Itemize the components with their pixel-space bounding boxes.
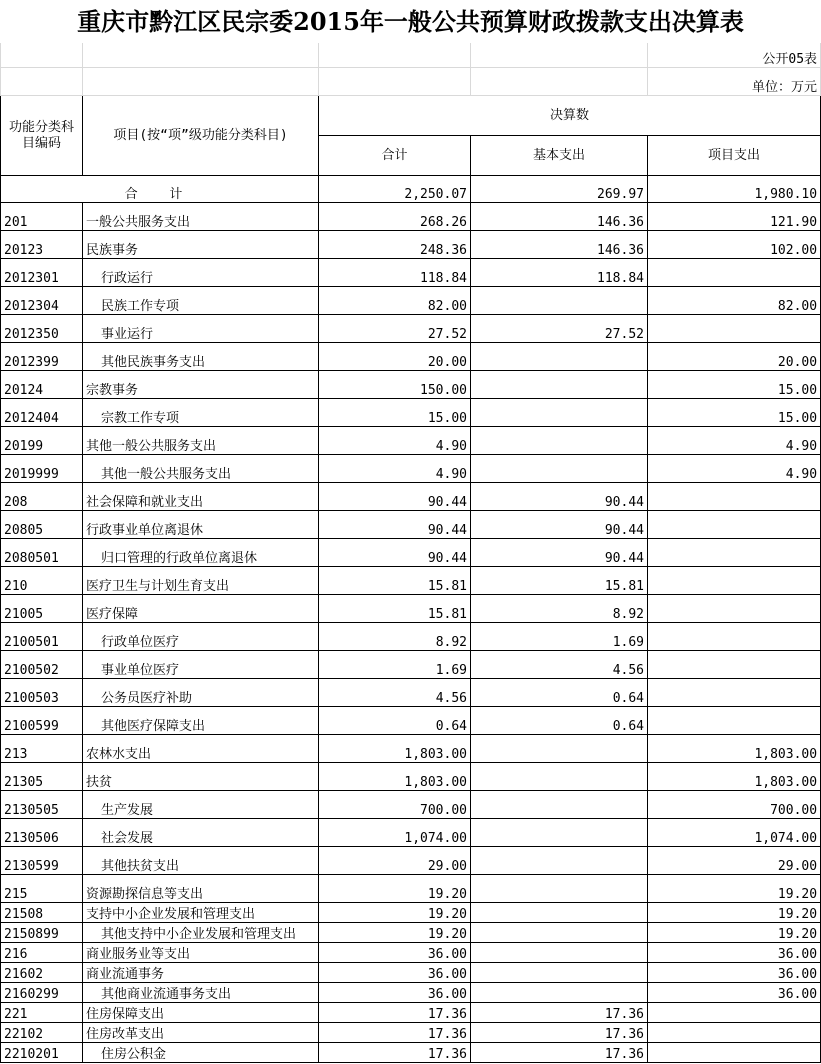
row-total: 0.64	[319, 707, 471, 735]
row-code: 2080501	[1, 539, 83, 567]
row-project	[648, 595, 821, 623]
total-row	[1, 176, 821, 203]
row-code: 22102	[1, 1023, 83, 1043]
row-basic: 8.92	[471, 595, 648, 623]
table-row	[1, 707, 821, 735]
header-group: 决算数	[319, 96, 821, 136]
row-total: 36.00	[319, 983, 471, 1003]
row-project: 36.00	[648, 983, 821, 1003]
header-basic: 基本支出	[471, 136, 648, 176]
row-name: 生产发展	[83, 791, 319, 819]
row-basic: 17.36	[471, 1003, 648, 1023]
row-code: 2012304	[1, 287, 83, 315]
row-total: 90.44	[319, 483, 471, 511]
row-code: 2100503	[1, 679, 83, 707]
row-project: 1,803.00	[648, 735, 821, 763]
row-name: 商业服务业等支出	[83, 943, 319, 963]
row-code: 2130505	[1, 791, 83, 819]
row-project: 4.90	[648, 427, 821, 455]
row-project: 102.00	[648, 231, 821, 259]
row-project	[648, 483, 821, 511]
row-total: 17.36	[319, 1003, 471, 1023]
row-name: 一般公共服务支出	[83, 203, 319, 231]
row-total: 4.56	[319, 679, 471, 707]
total-project: 1,980.10	[648, 176, 821, 203]
total-sum: 2,250.07	[319, 176, 471, 203]
row-total: 36.00	[319, 943, 471, 963]
table-row	[1, 427, 821, 455]
row-project	[648, 679, 821, 707]
table-row	[1, 903, 821, 923]
row-total: 19.20	[319, 903, 471, 923]
row-name: 民族工作专项	[83, 287, 319, 315]
cell	[319, 43, 471, 68]
row-code: 21602	[1, 963, 83, 983]
row-basic: 17.36	[471, 1023, 648, 1043]
row-code: 2160299	[1, 983, 83, 1003]
row-code: 221	[1, 1003, 83, 1023]
row-name: 社会发展	[83, 819, 319, 847]
row-name: 宗教工作专项	[83, 399, 319, 427]
row-project: 1,074.00	[648, 819, 821, 847]
row-total: 19.20	[319, 875, 471, 903]
row-total: 1,074.00	[319, 819, 471, 847]
row-code: 2012399	[1, 343, 83, 371]
table-row	[1, 983, 821, 1003]
row-basic: 27.52	[471, 315, 648, 343]
table-row	[1, 511, 821, 539]
row-name: 行政运行	[83, 259, 319, 287]
row-name: 住房保障支出	[83, 1003, 319, 1023]
table-row	[1, 483, 821, 511]
table-row	[1, 1043, 821, 1063]
table-number: 公开05表	[648, 43, 821, 68]
row-name: 农林水支出	[83, 735, 319, 763]
row-total: 1.69	[319, 651, 471, 679]
row-total: 15.81	[319, 595, 471, 623]
row-name: 住房公积金	[83, 1043, 319, 1063]
row-basic	[471, 371, 648, 399]
row-total: 90.44	[319, 539, 471, 567]
row-name: 其他民族事务支出	[83, 343, 319, 371]
table-row	[1, 963, 821, 983]
row-code: 216	[1, 943, 83, 963]
row-code: 21305	[1, 763, 83, 791]
row-project: 19.20	[648, 875, 821, 903]
row-basic: 17.36	[471, 1043, 648, 1063]
row-name: 民族事务	[83, 231, 319, 259]
row-project: 36.00	[648, 963, 821, 983]
row-name: 其他扶贫支出	[83, 847, 319, 875]
row-name: 事业单位医疗	[83, 651, 319, 679]
row-name: 资源勘探信息等支出	[83, 875, 319, 903]
row-code: 20123	[1, 231, 83, 259]
row-project	[648, 511, 821, 539]
row-basic: 4.56	[471, 651, 648, 679]
row-project	[648, 707, 821, 735]
row-project: 19.20	[648, 923, 821, 943]
row-code: 2100599	[1, 707, 83, 735]
row-basic	[471, 875, 648, 903]
row-name: 归口管理的行政单位离退休	[83, 539, 319, 567]
row-code: 20199	[1, 427, 83, 455]
row-code: 2130599	[1, 847, 83, 875]
table-row	[1, 343, 821, 371]
table-row	[1, 455, 821, 483]
row-total: 118.84	[319, 259, 471, 287]
row-code: 2012404	[1, 399, 83, 427]
table-row	[1, 259, 821, 287]
row-basic: 146.36	[471, 231, 648, 259]
row-total: 19.20	[319, 923, 471, 943]
row-basic	[471, 427, 648, 455]
cell	[471, 68, 648, 96]
row-total: 20.00	[319, 343, 471, 371]
header-item: 项目(按“项”级功能分类科目)	[83, 96, 319, 176]
row-code: 210	[1, 567, 83, 595]
row-total: 15.81	[319, 567, 471, 595]
table-row	[1, 923, 821, 943]
row-project	[648, 623, 821, 651]
row-basic: 118.84	[471, 259, 648, 287]
row-name: 其他医疗保障支出	[83, 707, 319, 735]
row-basic	[471, 923, 648, 943]
row-project: 19.20	[648, 903, 821, 923]
row-code: 201	[1, 203, 83, 231]
row-name: 医疗保障	[83, 595, 319, 623]
row-project: 1,803.00	[648, 763, 821, 791]
cell	[83, 43, 319, 68]
row-project: 700.00	[648, 791, 821, 819]
row-total: 15.00	[319, 399, 471, 427]
row-name: 公务员医疗补助	[83, 679, 319, 707]
row-project	[648, 539, 821, 567]
row-basic: 90.44	[471, 511, 648, 539]
cell	[1, 68, 83, 96]
row-name: 商业流通事务	[83, 963, 319, 983]
row-project: 82.00	[648, 287, 821, 315]
row-code: 2210201	[1, 1043, 83, 1063]
row-project: 29.00	[648, 847, 821, 875]
row-basic: 90.44	[471, 539, 648, 567]
table-row	[1, 399, 821, 427]
row-project: 36.00	[648, 943, 821, 963]
row-name: 其他商业流通事务支出	[83, 983, 319, 1003]
row-code: 21508	[1, 903, 83, 923]
row-project: 4.90	[648, 455, 821, 483]
row-code: 2130506	[1, 819, 83, 847]
row-total: 27.52	[319, 315, 471, 343]
row-basic	[471, 983, 648, 1003]
row-basic: 90.44	[471, 483, 648, 511]
row-project	[648, 1003, 821, 1023]
row-total: 82.00	[319, 287, 471, 315]
row-project	[648, 259, 821, 287]
total-basic: 269.97	[471, 176, 648, 203]
row-basic: 146.36	[471, 203, 648, 231]
row-code: 208	[1, 483, 83, 511]
row-code: 21005	[1, 595, 83, 623]
table-row	[1, 847, 821, 875]
row-total: 1,803.00	[319, 735, 471, 763]
row-project	[648, 651, 821, 679]
cell	[83, 68, 319, 96]
row-basic: 1.69	[471, 623, 648, 651]
row-basic	[471, 343, 648, 371]
row-basic	[471, 763, 648, 791]
header-project: 项目支出	[648, 136, 821, 176]
row-basic	[471, 735, 648, 763]
row-basic	[471, 791, 648, 819]
row-basic	[471, 963, 648, 983]
table-row	[1, 595, 821, 623]
row-name: 其他一般公共服务支出	[83, 427, 319, 455]
table-row	[1, 735, 821, 763]
row-total: 150.00	[319, 371, 471, 399]
row-total: 700.00	[319, 791, 471, 819]
row-total: 8.92	[319, 623, 471, 651]
row-code: 2150899	[1, 923, 83, 943]
unit-label: 单位：万元	[648, 68, 821, 96]
row-basic	[471, 287, 648, 315]
row-name: 支持中小企业发展和管理支出	[83, 903, 319, 923]
row-code: 2100502	[1, 651, 83, 679]
row-basic	[471, 455, 648, 483]
row-total: 29.00	[319, 847, 471, 875]
table-row	[1, 371, 821, 399]
row-code: 2100501	[1, 623, 83, 651]
row-basic: 0.64	[471, 707, 648, 735]
table-row	[1, 791, 821, 819]
row-code: 213	[1, 735, 83, 763]
row-basic	[471, 819, 648, 847]
row-name: 宗教事务	[83, 371, 319, 399]
row-basic: 0.64	[471, 679, 648, 707]
cell	[471, 43, 648, 68]
row-project: 15.00	[648, 399, 821, 427]
row-basic	[471, 399, 648, 427]
row-name: 扶贫	[83, 763, 319, 791]
page-title: 重庆市黔江区民宗委2015年一般公共预算财政拨款支出决算表	[1, 1, 821, 43]
row-name: 行政事业单位离退休	[83, 511, 319, 539]
row-total: 4.90	[319, 455, 471, 483]
table-row	[1, 943, 821, 963]
table-row	[1, 567, 821, 595]
row-project	[648, 1043, 821, 1063]
table-row	[1, 231, 821, 259]
row-code: 2012350	[1, 315, 83, 343]
row-total: 36.00	[319, 963, 471, 983]
table-row	[1, 539, 821, 567]
cell	[1, 43, 83, 68]
row-name: 其他一般公共服务支出	[83, 455, 319, 483]
row-name: 行政单位医疗	[83, 623, 319, 651]
row-total: 268.26	[319, 203, 471, 231]
row-code: 20805	[1, 511, 83, 539]
row-code: 2019999	[1, 455, 83, 483]
row-name: 其他支持中小企业发展和管理支出	[83, 923, 319, 943]
table-row	[1, 763, 821, 791]
row-total: 17.36	[319, 1043, 471, 1063]
cell	[319, 68, 471, 96]
row-basic	[471, 943, 648, 963]
row-project	[648, 315, 821, 343]
row-code: 2012301	[1, 259, 83, 287]
row-code: 20124	[1, 371, 83, 399]
row-code: 215	[1, 875, 83, 903]
row-name: 事业运行	[83, 315, 319, 343]
row-total: 1,803.00	[319, 763, 471, 791]
row-basic: 15.81	[471, 567, 648, 595]
row-basic	[471, 903, 648, 923]
table-row	[1, 819, 821, 847]
row-name: 社会保障和就业支出	[83, 483, 319, 511]
row-total: 17.36	[319, 1023, 471, 1043]
row-total: 90.44	[319, 511, 471, 539]
row-name: 住房改革支出	[83, 1023, 319, 1043]
table-row	[1, 1023, 821, 1043]
total-label: 合 计	[1, 176, 319, 203]
table-row	[1, 679, 821, 707]
table-row	[1, 875, 821, 903]
table-row	[1, 315, 821, 343]
table-row	[1, 623, 821, 651]
row-total: 4.90	[319, 427, 471, 455]
table-row	[1, 203, 821, 231]
row-project: 15.00	[648, 371, 821, 399]
row-project	[648, 567, 821, 595]
table-row	[1, 287, 821, 315]
row-name: 医疗卫生与计划生育支出	[83, 567, 319, 595]
table-row	[1, 1003, 821, 1023]
table-row	[1, 651, 821, 679]
row-total: 248.36	[319, 231, 471, 259]
header-code: 功能分类科目编码	[1, 96, 83, 176]
header-total: 合计	[319, 136, 471, 176]
row-project: 20.00	[648, 343, 821, 371]
row-project	[648, 1023, 821, 1043]
row-project: 121.90	[648, 203, 821, 231]
row-basic	[471, 847, 648, 875]
